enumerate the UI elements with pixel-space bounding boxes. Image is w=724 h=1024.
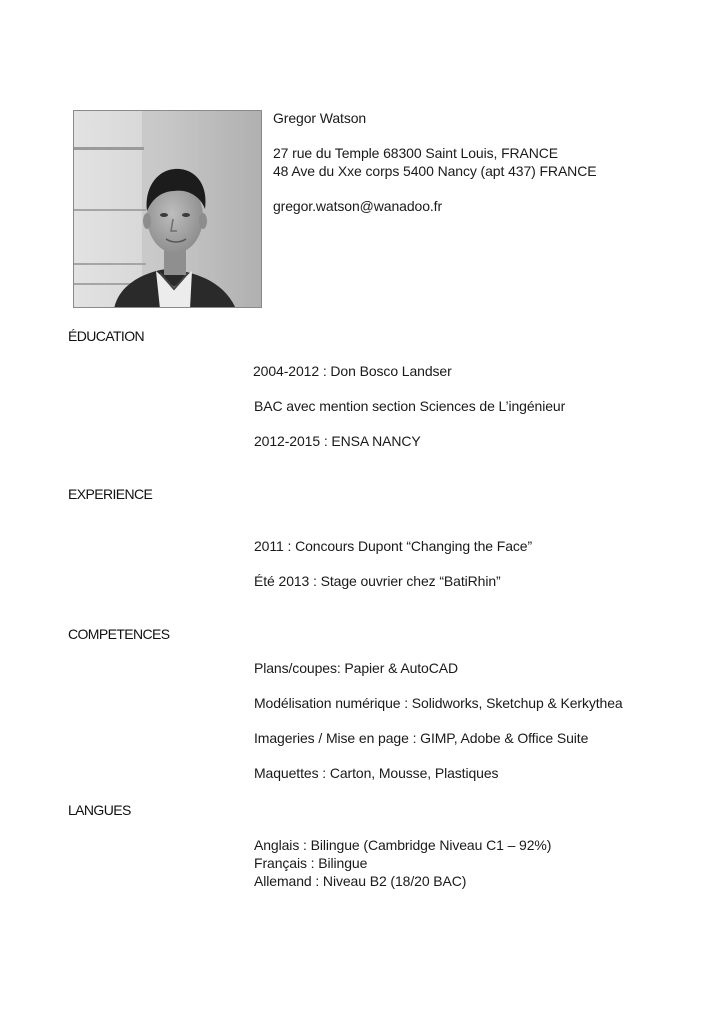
competence-item: Modélisation numérique : Solidworks, Sketchup & Kerkythea	[254, 695, 623, 711]
education-item: BAC avec mention section Sciences de L’ingénieur	[254, 398, 566, 414]
section-heading-education: ÉDUCATION	[68, 328, 145, 344]
education-item: 2004-2012 : Don Bosco Landser	[253, 363, 452, 379]
competence-item: Imageries / Mise en page : GIMP, Adobe & Office Suite	[254, 730, 589, 746]
address-line-1: 27 rue du Temple 68300 Saint Louis, FRANCE	[273, 145, 559, 161]
competence-item: Plans/coupes: Papier & AutoCAD	[254, 660, 459, 676]
name: Gregor Watson	[273, 110, 367, 126]
email-address: gregor.watson@wanadoo.fr	[273, 198, 443, 214]
language-item: Allemand : Niveau B2 (18/20 BAC)	[254, 873, 467, 889]
language-item: Français : Bilingue	[254, 855, 368, 871]
competence-item: Maquettes : Carton, Mousse, Plastiques	[254, 765, 499, 781]
experience-item: Été 2013 : Stage ouvrier chez “BatiRhin”	[254, 573, 501, 589]
portrait-photo	[73, 110, 262, 308]
section-heading-competences: COMPETENCES	[68, 626, 170, 642]
section-heading-experience: EXPERIENCE	[68, 486, 153, 502]
address-line-2: 48 Ave du Xxe corps 5400 Nancy (apt 437) FRANCE	[273, 163, 597, 179]
experience-item: 2011 : Concours Dupont “Changing the Face”	[254, 538, 533, 554]
language-item: Anglais : Bilingue (Cambridge Niveau C1 – 92%)	[254, 837, 552, 853]
section-heading-langues: LANGUES	[68, 802, 131, 818]
education-item: 2012-2015 : ENSA NANCY	[254, 433, 421, 449]
